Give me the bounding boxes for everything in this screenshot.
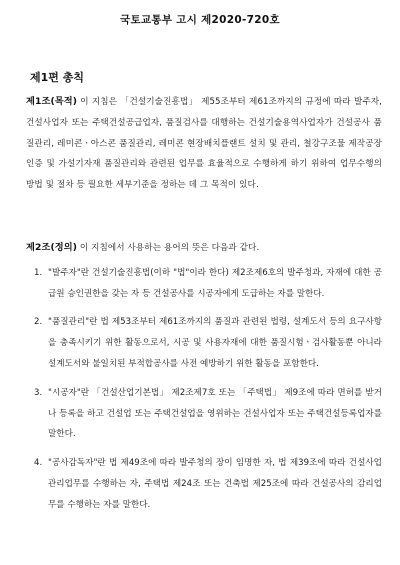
- definition-text: "시공자"란 「건설산업기본법」 제2조제7호 또는 「주택법」 제9조에 따라 면허를 받거나 등록을 하고 건설업 또는 주택건설업을 영위하는 건설사업자 또는 주택건설등록업자를 말한다.: [48, 387, 382, 440]
- article-1-title: 제1조(목적): [26, 96, 77, 107]
- article-2: [26, 238, 382, 524]
- definition-item: [26, 263, 382, 305]
- article-1: [26, 92, 382, 196]
- article-2-body: 이 지침에서 사용하는 용어의 뜻은 다음과 같다.: [77, 243, 260, 253]
- article-1-body: 이 지침은 「건설기술진흥법」 제55조부터 제61조까지의 규정에 따라 발주자, 건설사업자 또는 주택건설공급업자, 품질검사를 대행하는 건설기술용역사업자가 건설공사 품질관리, 레미콘ㆍ아스콘 품질관리, 레미콘 현장배치플랜트 설치 및 관리, 철강구조물 제작공장 인증 및 가설기자재 품질관리와 관련된 업무를 효율적으로 수행하게 하기 위하여 업무수행의 방법 및 절차 등 필요한 세부기준을 정하는 데 그 목적이 있다.: [26, 97, 382, 191]
- article-2-paragraph: [26, 238, 382, 259]
- definition-item: [26, 312, 382, 374]
- notice-title: 국토교통부 고시 제2020-720호: [120, 14, 280, 26]
- article-2-title: 제2조(정의): [26, 242, 77, 253]
- definition-text: "품질관리"란 법 제53조부터 제61조까지의 품질과 관련된 법령, 설계도서 등의 요구사항을 충족시키기 위한 활동으로서, 시공 및 사용자재에 대한 품질시험ㆍ검사활동뿐 아니라 설계도서와 불일치된 부적합공사를 사전 예방하기 위한 활동을 포함한다.: [48, 317, 382, 369]
- definition-number: 1.: [34, 267, 43, 278]
- definition-text: "발주자"란 건설기술진흥법(이하 "법"이라 한다) 제2조제6호의 발주청과, 자재에 대한 공급원 승인권한을 갖는 자 등 건설공사를 시공자에게 도급하는 자를 말한다.: [48, 267, 382, 299]
- article-1-paragraph: [26, 92, 382, 196]
- chapter-title: 제1편 총칙: [30, 71, 84, 84]
- definition-number: 4.: [34, 458, 43, 469]
- definition-item: [26, 453, 382, 515]
- definition-number: 2.: [34, 317, 43, 328]
- definition-number: 3.: [34, 387, 43, 398]
- definition-item: [26, 383, 382, 445]
- definition-text: "공사감독자"란 법 제49조에 따라 발주청의 장이 임명한 자, 법 제39조에 따라 건설사업관리업무를 수행하는 자, 주택법 제24조 또는 건축법 제25조에 따라 건설공사의 감리업무를 수행하는 자를 말한다.: [48, 458, 382, 510]
